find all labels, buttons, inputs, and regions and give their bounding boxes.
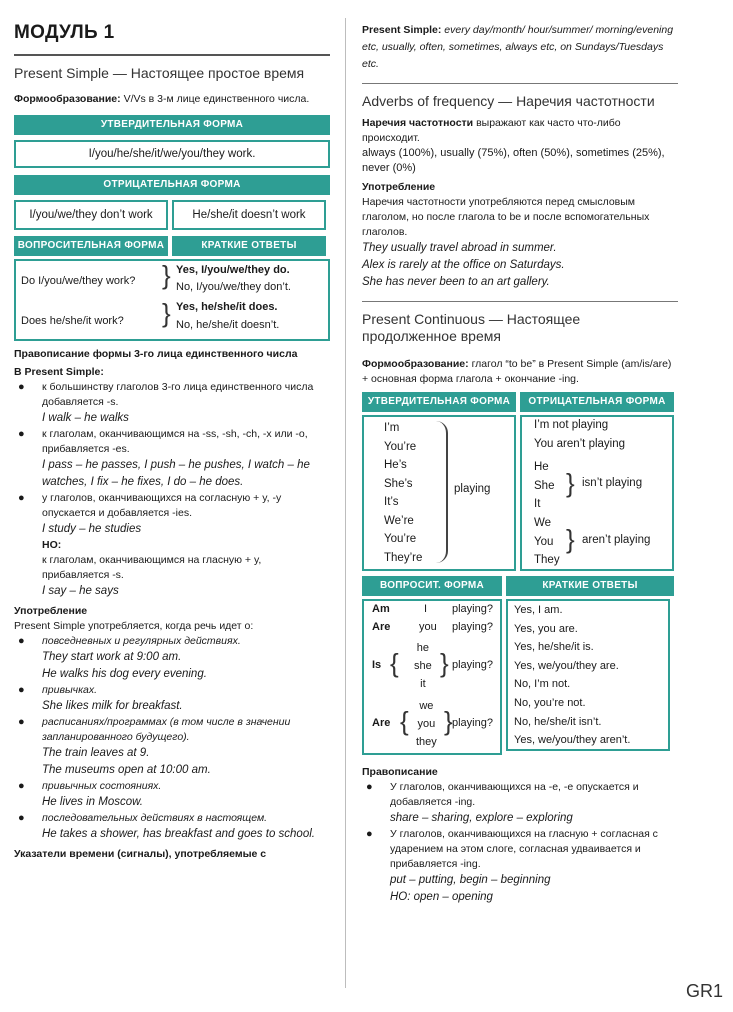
usage-list	[14, 634, 330, 843]
neg-header: ОТРИЦАТЕЛЬНАЯ ФОРМА	[14, 175, 330, 195]
ps-formation-text: V/Vs в 3-м лице единственного числа.	[123, 93, 310, 105]
pc-playingq: playing?	[452, 621, 493, 633]
pc-q-header: ВОПРОСИТ. ФОРМА	[362, 576, 502, 596]
adv-title: Adverbs of frequency — Наречия частотности	[362, 83, 678, 110]
pc-aff-pronoun: We’re	[384, 514, 414, 527]
pc-neg-pronoun: They	[534, 554, 560, 566]
pc-playingq: playing?	[452, 659, 493, 671]
aff-text: I/you/he/she/it/we/you/they work.	[88, 148, 256, 160]
pc-is-pronouns	[414, 639, 432, 693]
q2-yes: Yes, he/she/it does.	[176, 301, 278, 313]
q-box	[14, 259, 330, 341]
pc-you: you	[419, 621, 437, 633]
ps-formation-label: Формообразование:	[14, 93, 121, 105]
pc-is-brace-l: {	[390, 648, 399, 678]
pc-aff-header: УТВЕРДИТЕЛЬНАЯ ФОРМА	[362, 392, 516, 412]
pc-formation: Формообразование: глагол “to be” в Present Simple (am/is/are) + основная форма глагола + окончание -ing.	[362, 358, 672, 385]
page-label: GR1	[685, 981, 723, 1001]
pc-neg-we	[534, 514, 560, 570]
pc-neg2: You aren’t playing	[534, 438, 626, 450]
pc-spell-list	[362, 780, 678, 906]
short-header: КРАТКИЕ ОТВЕТЫ	[172, 236, 326, 256]
q-header: ВОПРОСИТЕЛЬНАЯ ФОРМА	[14, 236, 168, 256]
pc-is-pronoun: it	[420, 678, 426, 690]
example: I walk – he walks	[42, 412, 129, 424]
q2-no: No, he/she/it doesn’t.	[176, 319, 280, 331]
in-ps: В Present Simple:	[14, 366, 104, 378]
column-divider	[345, 18, 346, 988]
pc-forms	[362, 415, 678, 571]
usage-title: Употребление	[14, 605, 88, 617]
pc-answer: Yes, he/she/it is.	[514, 641, 594, 654]
pc-answers-box	[506, 599, 670, 751]
pc-is-pronoun: he	[416, 642, 429, 654]
pc-neg-pronoun: You	[534, 535, 554, 548]
pc-arent: aren’t playing	[582, 534, 651, 546]
b3-but: к глаголам, оканчивающимся на гласную + y, прибавляется -s.	[42, 554, 262, 581]
pc-playingq: playing?	[452, 717, 493, 729]
neg-right-box	[172, 200, 326, 230]
pc-q-headers	[362, 576, 678, 596]
pc-aff-pronoun: She’s	[384, 477, 413, 490]
adv-usage: Наречия частотности употребляются перед смысловым глаголом, но после глагола to be и после вспомогательных глаголов.	[362, 196, 650, 238]
signals: Указатели времени (сигналы), употребляемые с	[14, 848, 267, 860]
pc-spell-item: ● У глаголов, оканчивающихся на -e, -e опускается и добавляется -ing. share – sharing, explore – exploring	[362, 780, 678, 827]
usage-item: ● расписаниях/программах (в том числе в значении запланированного будущего). The train leaves at 9. The museums open at 10:00 am.	[14, 715, 330, 779]
example: I pass – he passes, I push – he pushes, I watch – he watches, I fix – he fixes, I do – he does.	[42, 459, 310, 488]
neg-right: He/she/it doesn’t work	[192, 209, 306, 221]
aff-header: УТВЕРДИТЕЛЬНАЯ ФОРМА	[14, 115, 330, 135]
pc-neg-pronoun: He	[534, 461, 549, 473]
pc-answer: Yes, we/you/they are.	[514, 659, 619, 672]
pc-is: Is	[372, 659, 382, 671]
neg-row	[14, 200, 330, 230]
pc-playing: playing	[454, 483, 491, 495]
pc-aff-pronouns	[384, 419, 422, 567]
pc-answer: No, you’re not.	[514, 696, 586, 709]
pc-neg-pronoun: It	[534, 498, 541, 510]
spelling-item: ● к глаголам, оканчивающимся на -ss, -sh, -ch, -x или -o, прибавляется -es. I pass – he passes, I push – he pushes, I watch – he watches, I fix – he fixes, I do – he does.	[14, 427, 330, 491]
usage-item: ● привычках. She likes milk for breakfast.	[14, 683, 330, 715]
right-column	[362, 22, 678, 906]
example: I study – he studies	[42, 523, 142, 535]
adv-freq: always (100%), usually (75%), often (50%), sometimes (25%), never (0%)	[362, 147, 665, 174]
pc-aff-pronoun: You’re	[384, 533, 417, 545]
ps-signals: Present Simple: every day/month/ hour/summer/ morning/evening etc, usually, often, sometimes, always etc, on Sundays/Tuesdays etc.	[362, 24, 674, 70]
pc-answer: No, I’m not.	[514, 678, 571, 691]
pc-aff-pronoun: He’s	[384, 459, 407, 471]
adv-usage-title: Употребление	[362, 181, 436, 193]
pc-are2: Are	[372, 717, 391, 729]
pc-q-box	[362, 599, 502, 755]
b3-but-ex: I say – he says	[42, 585, 119, 597]
spelling-list	[14, 380, 330, 538]
left-column	[14, 22, 330, 862]
pc-isnt: isn’t playing	[582, 477, 643, 489]
pc-title: Present Continuous — Настоящее продолженное время	[362, 301, 678, 345]
q1: Do I/you/we/they work?	[21, 275, 136, 287]
module-title: МОДУЛЬ 1	[14, 22, 115, 43]
q1-yes: Yes, I/you/we/they do.	[176, 264, 290, 276]
q1-brace: }	[162, 260, 171, 290]
pc-answer: Yes, we/you/they aren’t.	[514, 734, 631, 747]
adv-intro: Наречия частотности выражают как часто что-либо происходит.	[362, 117, 621, 144]
pc-aff-pronoun: It’s	[384, 496, 399, 508]
pc-neg1: I’m not playing	[534, 419, 609, 431]
pc-are: Are	[372, 621, 391, 633]
adv-ex1: They usually travel abroad in summer.	[362, 242, 557, 254]
pc-short-header: КРАТКИЕ ОТВЕТЫ	[506, 576, 674, 596]
pc-spell-item: ● У глаголов, оканчивающихся на гласную + согласная с ударением на этом слоге, согласная удваивается и прибавляется -ing. put – putting, begin – beginning НО: open – opening	[362, 827, 678, 906]
pc-is-pronoun: she	[414, 660, 432, 672]
pc-am: Am	[372, 603, 390, 615]
pc-aff-brace	[436, 421, 448, 563]
pc-are-brace-l: {	[400, 706, 409, 736]
pc-answer: No, he/she/it isn’t.	[514, 715, 602, 728]
pc-spell-title: Правописание	[362, 766, 438, 778]
pc-is-brace-r: }	[440, 648, 449, 678]
adv-ex3: She has never been to an art gallery.	[362, 276, 550, 288]
pc-neg-brace2: }	[566, 524, 575, 554]
aff-box	[14, 140, 330, 168]
pc-are-pronoun: you	[417, 718, 436, 730]
pc-i: I	[424, 603, 428, 615]
ps-formation	[14, 92, 330, 107]
adv-ex2: Alex is rarely at the office on Saturdays.	[362, 259, 565, 271]
pc-headers	[362, 392, 678, 412]
pc-neg-box	[520, 415, 674, 571]
pc-aff-box	[362, 415, 516, 571]
pc-aff-pronoun: I’m	[384, 422, 400, 434]
usage-item: ● повседневных и регулярных действиях. They start work at 9:00 am. He walks his dog every evening.	[14, 634, 330, 683]
neg-left-box	[14, 200, 168, 230]
pc-answer: Yes, you are.	[514, 622, 578, 635]
pc-aff-pronoun: You’re	[384, 440, 417, 453]
pc-neg-he	[534, 458, 554, 514]
usage-item: ● привычных состояниях. He lives in Moscow.	[14, 779, 330, 811]
pc-neg-brace1: }	[566, 468, 575, 498]
pc-neg-pronoun: She	[534, 479, 555, 492]
pc-answer: Yes, I am.	[514, 604, 563, 616]
q-headers	[14, 236, 330, 256]
usage-item: ● последовательных действиях в настоящем. He takes a shower, has breakfast and goes to school.	[14, 811, 330, 843]
pc-aff-pronoun: They’re	[384, 551, 423, 564]
pc-neg-header: ОТРИЦАТЕЛЬНАЯ ФОРМА	[520, 392, 674, 412]
q2-brace: }	[162, 298, 171, 328]
pc-are-pronouns	[416, 697, 437, 751]
pc-are-pronoun: they	[416, 736, 437, 748]
no-label: НО:	[42, 539, 62, 551]
pc-q-row	[362, 599, 678, 755]
pc-neg-pronoun: We	[534, 517, 552, 529]
spelling-item: ● у глаголов, оканчивающихся на согласную + y, -y опускается и добавляется -ies. I study – he studies	[14, 491, 330, 538]
spelling-title: Правописание формы 3-го лица единственного числа	[14, 348, 298, 360]
pc-playingq: playing?	[452, 603, 493, 615]
pc-are-brace-r: }	[444, 706, 453, 736]
q1-no: No, I/you/we/they don’t.	[176, 281, 291, 293]
pc-are-pronoun: we	[419, 700, 434, 712]
usage-intro: Present Simple употребляется, когда речь идет о:	[14, 620, 254, 632]
spelling-item: ● к большинству глаголов 3-го лица единственного числа добавляется -s. I walk – he walks	[14, 380, 330, 427]
q2: Does he/she/it work?	[21, 315, 124, 327]
ps-title: Present Simple — Настоящее простое время	[14, 54, 330, 82]
neg-left: I/you/we/they don’t work	[29, 209, 153, 221]
